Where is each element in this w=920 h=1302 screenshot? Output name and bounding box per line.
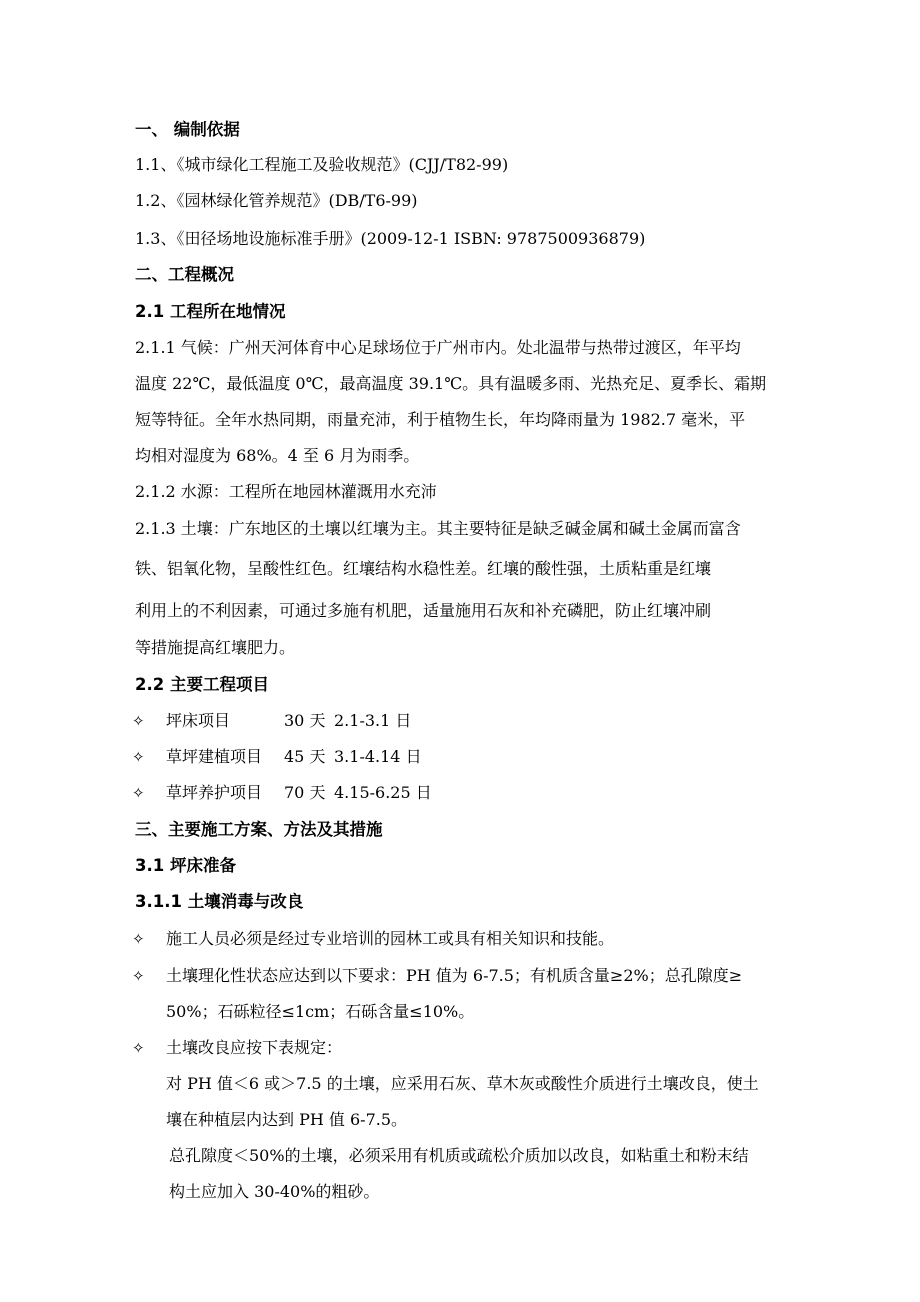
requirement-text: 土壤理化性状态应达到以下要求：PH 值为 6-7.5；有机质含量≥2%；总孔隙度≥ (166, 966, 743, 985)
bullet-icon: ✧ (132, 967, 145, 985)
project-item-3 (132, 783, 432, 803)
project-days: 30 天 (284, 711, 326, 730)
soil-line-2: 铁、铝氧化物，呈酸性红色。红壤结构水稳性差。红壤的酸性强，土质粘重是红壤 (135, 559, 712, 578)
section-3-1-heading: 3.1 坪床准备 (135, 856, 236, 875)
project-item-2 (132, 747, 422, 767)
soil-line-3: 利用上的不利因素，可通过多施有机肥，适量施用石灰和补充磷肥，防止红壤冲刷 (135, 601, 712, 620)
project-item-1 (132, 711, 411, 731)
requirement-bullet-3 (132, 1038, 342, 1058)
soil-line-4: 等措施提高红壤肥力。 (135, 638, 296, 657)
project-dates: 3.1-4.14 日 (334, 747, 422, 766)
bullet-icon: ✧ (132, 784, 145, 802)
section-3-heading: 三、主要施工方案、方法及其措施 (135, 820, 383, 839)
section-2-2-heading: 2.2 主要工程项目 (135, 675, 269, 694)
project-dates: 2.1-3.1 日 (334, 711, 412, 730)
bullet-icon: ✧ (132, 930, 145, 948)
project-name: 草坪养护项目 (166, 783, 263, 802)
project-days: 70 天 (284, 783, 326, 802)
requirement-bullet-1 (132, 929, 614, 949)
project-days: 45 天 (284, 747, 326, 766)
ph-paragraph-line-2: 壤在种植层内达到 PH 值 6-7.5。 (166, 1110, 408, 1129)
climate-line-1: 2.1.1 气候：广州天河体育中心足球场位于广州市内。处北温带与热带过渡区，年平均 (135, 338, 741, 357)
reference-item-1: 1.1、《城市绿化工程施工及验收规范》(CJJ/T82-99) (135, 155, 509, 174)
reference-item-3: 1.3、《田径场地设施标准手册》(2009-12-1 ISBN: 9787500936879) (135, 229, 646, 248)
project-dates: 4.15-6.25 日 (334, 783, 432, 802)
requirement-text: 土壤改良应按下表规定： (166, 1038, 343, 1057)
climate-line-3: 短等特征。全年水热同期，雨量充沛，利于植物生长，年均降雨量为 1982.7 毫米，平 (135, 410, 746, 429)
section-3-1-1-heading: 3.1.1 土壤消毒与改良 (135, 892, 304, 911)
requirement-bullet-2-continuation: 50%；石砾粒径≤1cm；石砾含量≤10%。 (166, 1002, 475, 1021)
bullet-icon: ✧ (132, 712, 145, 730)
reference-item-2: 1.2、《园林绿化管养规范》(DB/T6-99) (135, 191, 418, 210)
soil-line-1: 2.1.3 土壤：广东地区的土壤以红壤为主。其主要特征是缺乏碱金属和碱土金属而富含 (135, 519, 741, 538)
section-2-1-heading: 2.1 工程所在地情况 (135, 302, 286, 321)
project-name: 坪床项目 (166, 711, 231, 730)
porosity-paragraph-line-1: 总孔隙度＜50%的土壤，必须采用有机质或疏松介质加以改良，如粘重土和粉末结 (169, 1146, 749, 1165)
climate-line-2: 温度 22℃，最低温度 0℃，最高温度 39.1℃。具有温暖多雨、光热充足、夏季长、霜期 (135, 374, 767, 393)
water-source-line: 2.1.2 水源：工程所在地园林灌溉用水充沛 (135, 482, 437, 501)
requirement-bullet-2 (132, 966, 742, 986)
ph-paragraph-line-1: 对 PH 值＜6 或＞7.5 的土壤，应采用石灰、草木灰或酸性介质进行土壤改良，使土 (166, 1074, 759, 1093)
porosity-paragraph-line-2: 构土应加入 30-40%的粗砂。 (169, 1182, 380, 1201)
bullet-icon: ✧ (132, 748, 145, 766)
bullet-icon: ✧ (132, 1039, 145, 1057)
project-name: 草坪建植项目 (166, 747, 263, 766)
requirement-text: 施工人员必须是经过专业培训的园林工或具有相关知识和技能。 (166, 929, 615, 948)
section-2-heading: 二、工程概况 (135, 265, 234, 284)
section-1-heading: 一、 编制依据 (135, 120, 240, 139)
climate-line-4: 均相对湿度为 68%。4 至 6 月为雨季。 (135, 446, 420, 465)
